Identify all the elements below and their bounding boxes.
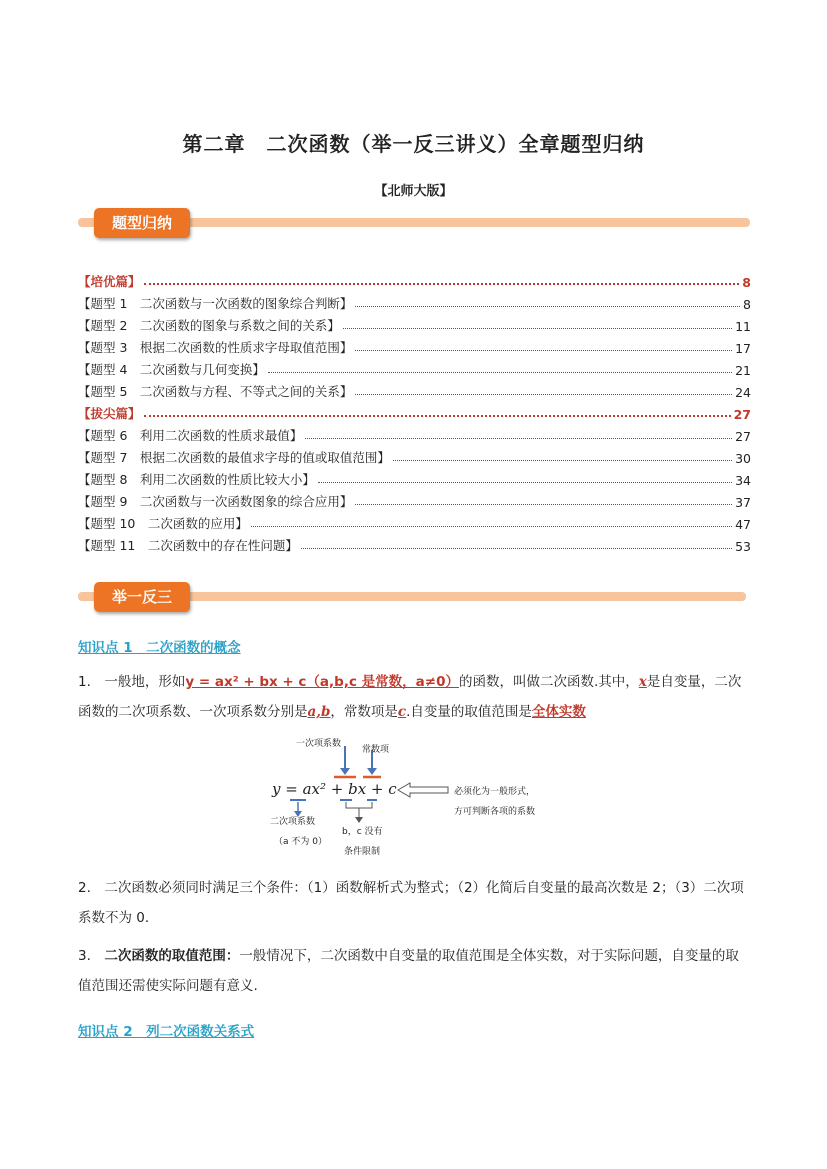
quad-coef-label: 二次项系数 <box>270 817 316 827</box>
table-of-contents <box>78 268 751 554</box>
toc-entry-label: 【题型 5 二次函数与方程、不等式之间的关系】 <box>78 384 353 399</box>
toc-leader-dots <box>355 306 740 307</box>
toc-page-number: 21 <box>735 363 751 378</box>
toc-page-number: 37 <box>735 495 751 510</box>
toc-entry[interactable] <box>78 334 751 356</box>
toc-entry-label: 【题型 1 二次函数与一次函数的图象综合判断】 <box>78 296 353 311</box>
toc-page-number: 11 <box>735 319 751 334</box>
toc-page-number: 27 <box>733 407 751 422</box>
toc-entry-label: 【题型 6 利用二次函数的性质求最值】 <box>78 428 303 443</box>
diagram-formula: y = ax² + bx + c <box>272 780 397 798</box>
toc-page-number: 53 <box>735 539 751 554</box>
concept-paragraph <box>78 667 752 727</box>
toc-leader-dots <box>343 328 732 329</box>
bc-bracket <box>346 802 372 808</box>
p1-text-b: 的函数，叫做二次函数.其中， <box>458 674 639 690</box>
toc-entry-label: 【题型 8 利用二次函数的性质比较大小】 <box>78 472 315 487</box>
toc-page-number: 24 <box>735 385 751 400</box>
p1-text-d: 数的二次项系数、一次项系数分别是 <box>91 704 308 720</box>
toc-entry[interactable] <box>78 532 751 554</box>
main-banner: 举一反三 <box>94 582 190 612</box>
toc-banner: 题型归纳 <box>94 208 190 238</box>
p3-number: 3. <box>78 948 105 964</box>
coefficients-ab: a,b <box>307 704 331 720</box>
variable-x: x <box>638 674 647 690</box>
knowledge-point-2-title: 知识点 2 列二次函数关系式 <box>78 1024 255 1040</box>
toc-leader-dots <box>268 372 732 373</box>
toc-entry-label: 【题型 4 二次函数与几何变换】 <box>78 362 265 377</box>
p1-text-a: 1. 一般地，形如 <box>78 674 186 690</box>
constant-label: 常数项 <box>362 745 390 755</box>
toc-page-number: 17 <box>735 341 751 356</box>
toc-entry-label: 【题型 2 二次函数的图象与系数之间的关系】 <box>78 318 340 333</box>
toc-entry-label: 【题型 7 根据二次函数的最值求字母的值或取值范围】 <box>78 450 390 465</box>
toc-page-number: 8 <box>743 297 751 312</box>
toc-leader-dots <box>393 460 732 461</box>
p3-text: 一般情况下，二次函数中自变量的取值范围是全体实数，对于实际问题，自变量的取值范围还需使实际问题有意义. <box>78 948 739 994</box>
toc-entry[interactable] <box>78 378 751 400</box>
toc-leader-dots <box>251 526 732 527</box>
toc-entry[interactable] <box>78 510 751 532</box>
quadratic-form-diagram <box>260 728 560 858</box>
p1-text-f: .自变量的取值范围是 <box>406 704 532 720</box>
bc-none-label: b，c 没有 <box>342 827 383 837</box>
toc-leader-dots <box>144 415 731 417</box>
toc-page-number: 47 <box>735 517 751 532</box>
toc-entry-label: 【题型 10 二次函数的应用】 <box>78 516 248 531</box>
toc-leader-dots <box>305 438 732 439</box>
toc-page-number: 27 <box>735 429 751 444</box>
linear-coef-label: 一次项系数 <box>296 739 342 749</box>
toc-leader-dots <box>355 350 732 351</box>
conditions-paragraph: 2. 二次函数必须同时满足三个条件：（1）函数解析式为整式；（2）化简后自变量的最高次数是 2；（3）二次项系数不为 0. <box>78 880 744 926</box>
domain-paragraph <box>78 941 752 1001</box>
p1-text-c: 是自变量，二次函 <box>78 674 742 720</box>
toc-section-row[interactable] <box>78 400 751 422</box>
toc-entry-label: 【培优篇】 <box>78 274 141 289</box>
a-nonzero-label: （a 不为 0） <box>274 837 327 847</box>
toc-page-number: 34 <box>735 473 751 488</box>
toc-entry-label: 【题型 9 二次函数与一次函数图象的综合应用】 <box>78 494 353 509</box>
p3-label: 二次函数的取值范围： <box>104 948 240 964</box>
toc-entry[interactable] <box>78 488 751 510</box>
toc-page-number: 8 <box>742 275 751 290</box>
no-condition-label: 条件限制 <box>344 847 381 857</box>
toc-entry[interactable] <box>78 290 751 312</box>
general-form-formula: y = ax² + bx + c（a,b,c 是常数，a≠0） <box>185 674 459 690</box>
toc-entry[interactable] <box>78 356 751 378</box>
domain-all-reals: 全体实数 <box>531 704 586 720</box>
constant-arrowhead <box>367 768 377 775</box>
toc-page-number: 30 <box>735 451 751 466</box>
toc-leader-dots <box>301 548 732 549</box>
toc-entry[interactable] <box>78 444 751 466</box>
toc-entry[interactable] <box>78 312 751 334</box>
toc-entry[interactable] <box>78 466 751 488</box>
toc-section-row[interactable] <box>78 268 751 290</box>
note-arrow-icon <box>398 783 448 797</box>
linear-coef-arrowhead <box>340 768 350 775</box>
page-title: 第二章 二次函数（举一反三讲义）全章题型归纳 <box>182 132 645 156</box>
toc-leader-dots <box>318 482 732 483</box>
toc-leader-dots <box>355 504 732 505</box>
toc-entry-label: 【拔尖篇】 <box>78 406 141 421</box>
toc-leader-dots <box>144 283 740 285</box>
knowledge-point-1-title: 知识点 1 二次函数的概念 <box>78 640 241 656</box>
p1-text-e: ，常数项是 <box>330 704 398 720</box>
toc-entry[interactable] <box>78 422 751 444</box>
toc-leader-dots <box>355 394 732 395</box>
bc-arrowhead <box>355 817 363 823</box>
constant-c: c <box>397 704 407 720</box>
note-line-1: 必须化为一般形式， <box>454 787 536 797</box>
note-line-2: 方可判断各项的系数 <box>454 807 536 817</box>
toc-entry-label: 【题型 3 根据二次函数的性质求字母取值范围】 <box>78 340 353 355</box>
edition-label: 【北师大版】 <box>374 184 453 199</box>
toc-entry-label: 【题型 11 二次函数中的存在性问题】 <box>78 538 298 553</box>
